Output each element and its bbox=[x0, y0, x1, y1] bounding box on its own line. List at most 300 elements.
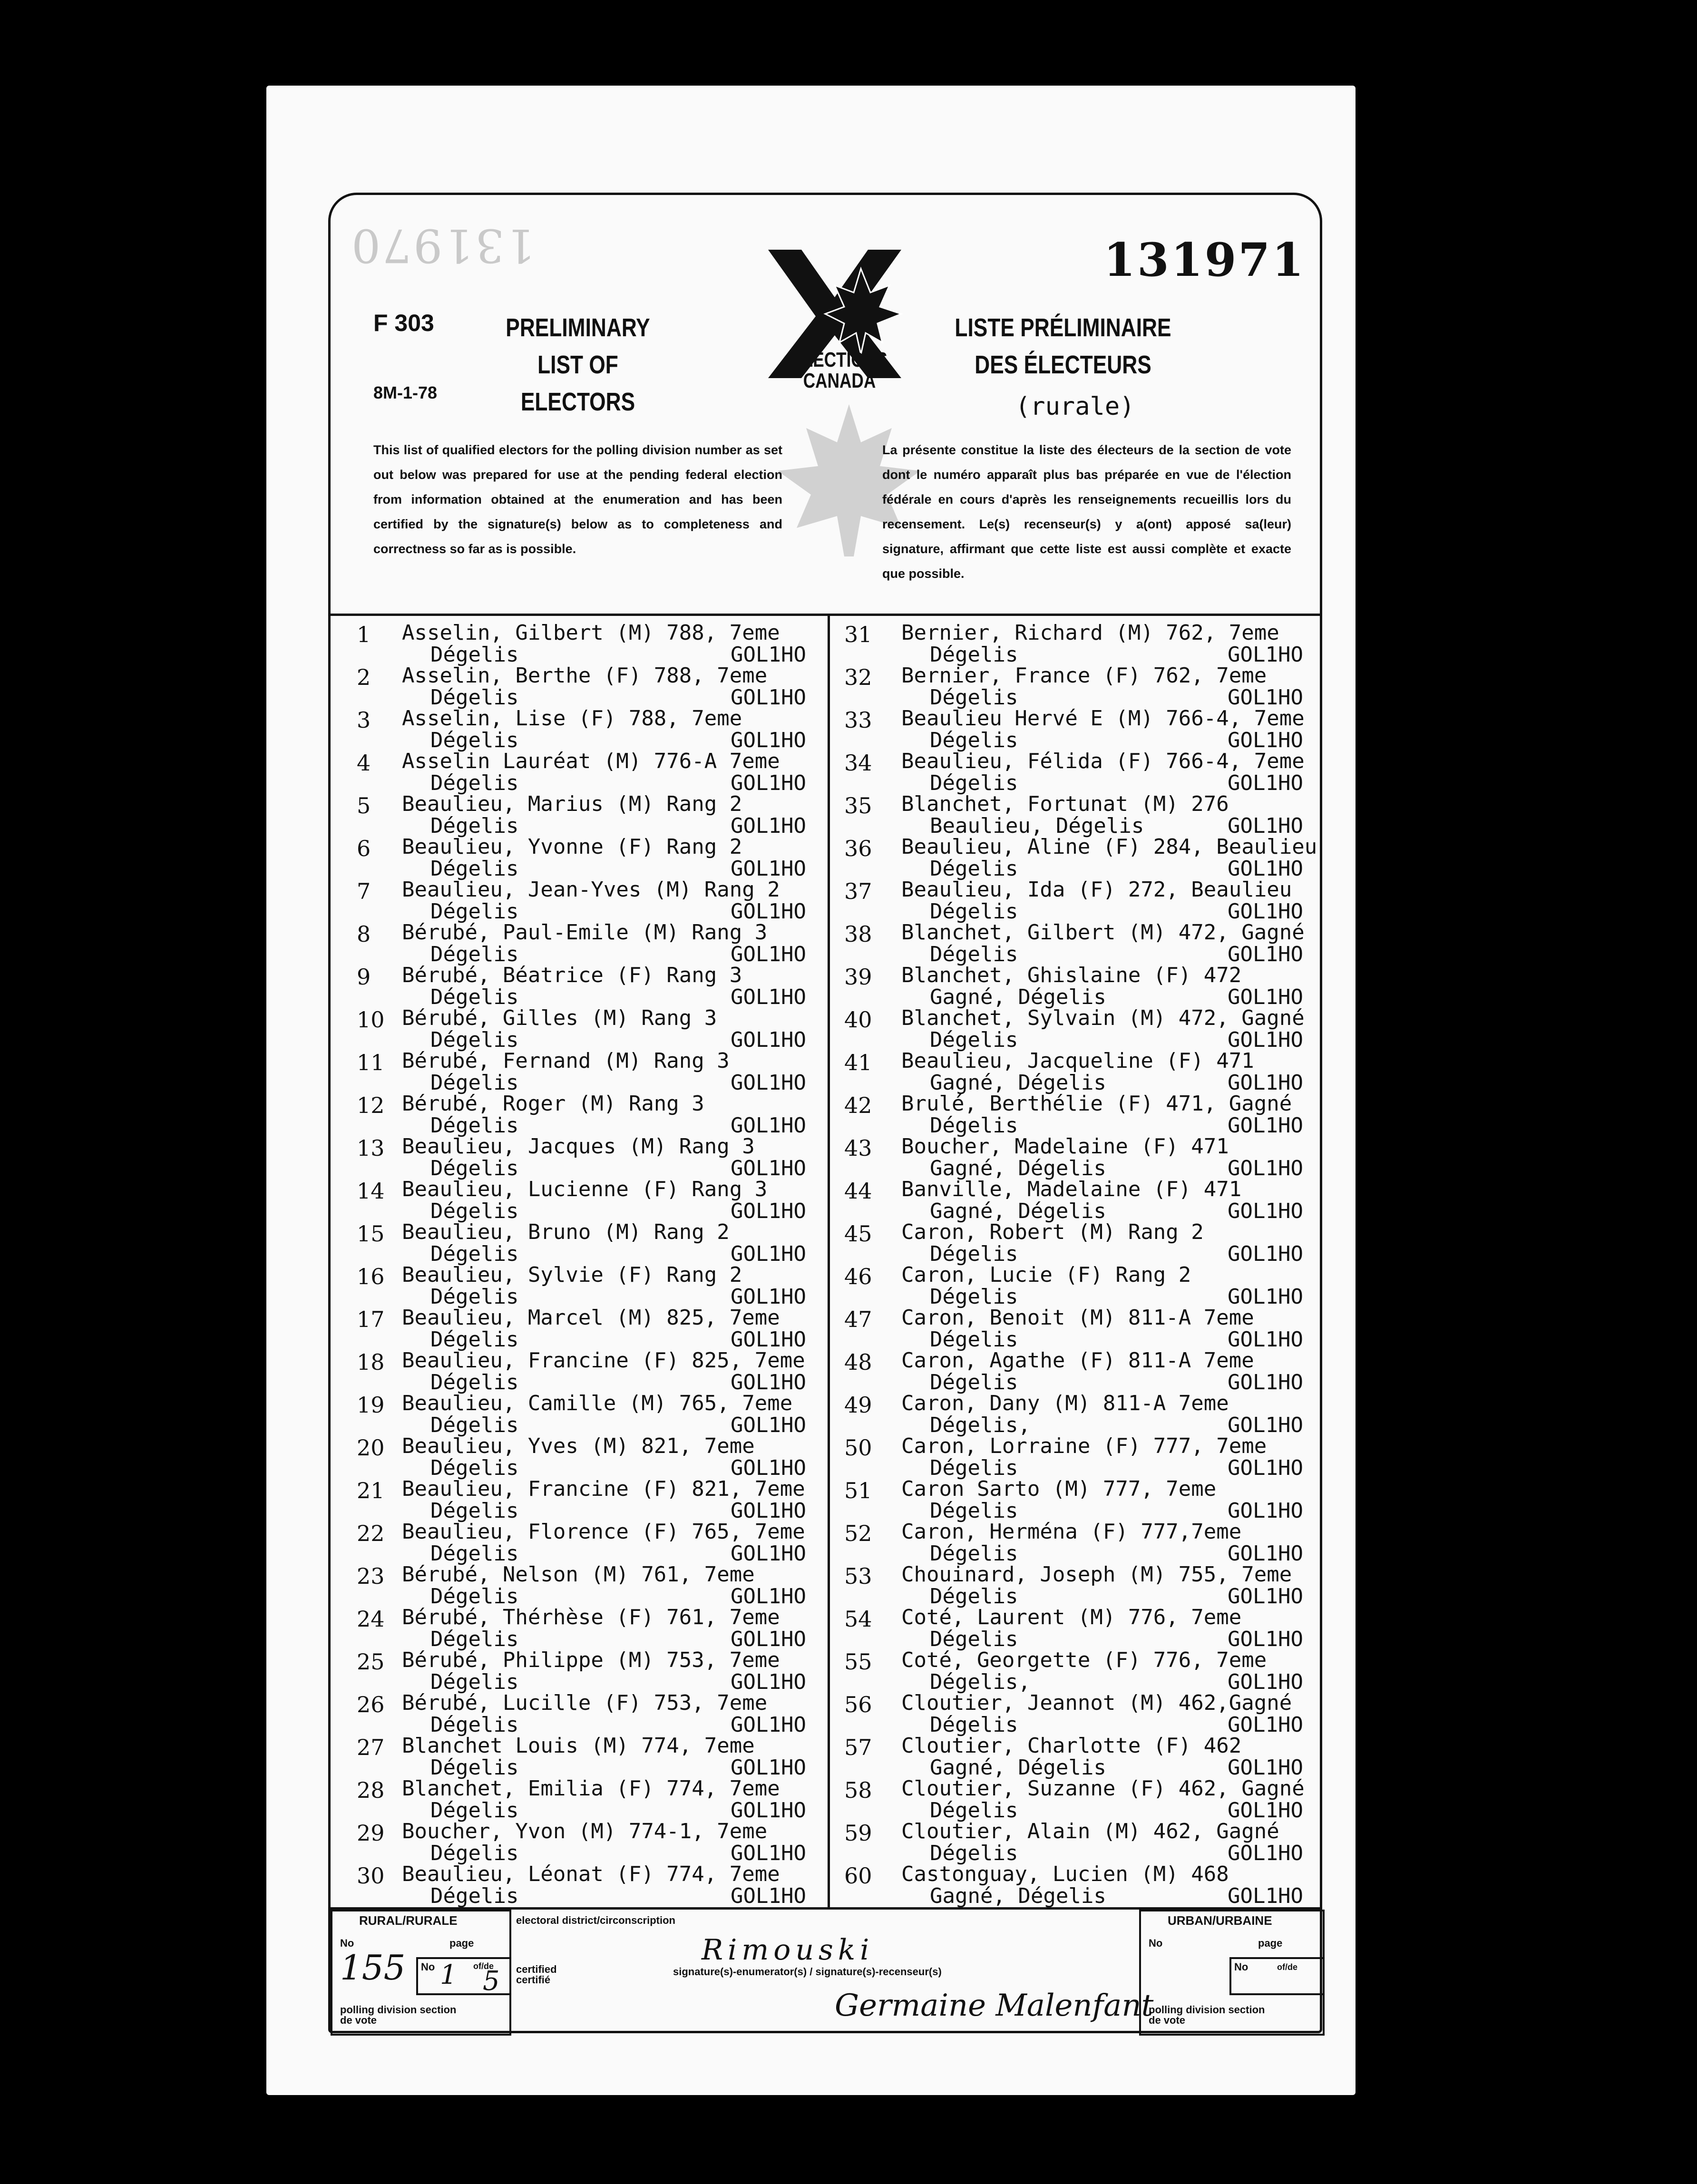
entry-name-address: Chouinard, Joseph (M) 755, 7eme bbox=[901, 1562, 1292, 1587]
entry-postal-code: GOL1HO bbox=[731, 1541, 806, 1566]
entry-postal-code: GOL1HO bbox=[1228, 1713, 1303, 1737]
entry-locality: Beaulieu, Dégelis bbox=[930, 814, 1144, 838]
entry-postal-code: GOL1HO bbox=[1228, 1884, 1303, 1908]
entry-locality: Dégelis bbox=[430, 814, 519, 838]
elector-entry bbox=[830, 1134, 1325, 1180]
entry-number: 51 bbox=[844, 1478, 872, 1503]
entry-number: 54 bbox=[844, 1606, 872, 1632]
entry-postal-code: GOL1HO bbox=[731, 857, 806, 881]
entry-number: 11 bbox=[357, 1050, 385, 1075]
entry-locality: Dégelis bbox=[930, 1370, 1018, 1394]
elector-entry bbox=[331, 1220, 825, 1266]
elector-entry bbox=[331, 1562, 825, 1609]
entry-postal-code: GOL1HO bbox=[731, 814, 806, 838]
entry-postal-code: GOL1HO bbox=[731, 1327, 806, 1352]
entry-postal-code: GOL1HO bbox=[731, 1798, 806, 1823]
entry-postal-code: GOL1HO bbox=[1228, 728, 1303, 752]
entry-locality: Dégelis bbox=[930, 1499, 1018, 1523]
entry-postal-code: GOL1HO bbox=[731, 1242, 806, 1266]
elector-entry bbox=[331, 1605, 825, 1651]
subtitle-rurale: (rurale) bbox=[1015, 392, 1135, 421]
elector-entry bbox=[830, 1819, 1325, 1865]
elector-entry bbox=[331, 1776, 825, 1823]
entry-number: 25 bbox=[357, 1649, 385, 1675]
entry-postal-code: GOL1HO bbox=[1228, 1755, 1303, 1780]
entry-locality: Dégelis bbox=[930, 1285, 1018, 1309]
entry-number: 32 bbox=[844, 664, 872, 690]
elector-entry bbox=[331, 835, 825, 881]
entry-name-address: Beaulieu, Yves (M) 821, 7eme bbox=[402, 1434, 755, 1458]
entry-locality: Dégelis bbox=[430, 1413, 519, 1437]
entry-locality: Gagné, Dégelis bbox=[930, 1071, 1106, 1095]
signature-label: signature(s)-enumerator(s) / signature(s)-recenseur(s) bbox=[673, 1966, 942, 1978]
entry-postal-code: GOL1HO bbox=[731, 1113, 806, 1138]
enumerator-signature: Germaine Malenfant bbox=[835, 1988, 1154, 2023]
entry-number: 47 bbox=[844, 1306, 872, 1332]
entry-number: 17 bbox=[357, 1306, 385, 1332]
entry-locality: Dégelis bbox=[430, 1499, 519, 1523]
entry-postal-code: GOL1HO bbox=[1228, 1242, 1303, 1266]
elector-entry bbox=[331, 920, 825, 966]
entry-name-address: Blanchet Louis (M) 774, 7eme bbox=[402, 1734, 755, 1758]
entry-name-address: Beaulieu, Léonat (F) 774, 7eme bbox=[402, 1862, 780, 1886]
elector-entry bbox=[331, 1862, 825, 1908]
entry-number: 41 bbox=[844, 1050, 872, 1075]
entry-name-address: Blanchet, Sylvain (M) 472, Gagné bbox=[901, 1006, 1305, 1030]
elector-entry bbox=[331, 706, 825, 752]
entry-postal-code: GOL1HO bbox=[731, 1584, 806, 1609]
entry-name-address: Caron, Dany (M) 811-A 7eme bbox=[901, 1391, 1229, 1415]
entry-postal-code: GOL1HO bbox=[731, 1028, 806, 1052]
entry-name-address: Boucher, Madelaine (F) 471 bbox=[901, 1134, 1229, 1159]
elector-entry bbox=[331, 963, 825, 1009]
entry-locality: Dégelis bbox=[430, 1327, 519, 1352]
entry-name-address: Cloutier, Charlotte (F) 462 bbox=[901, 1734, 1242, 1758]
entry-number: 43 bbox=[844, 1135, 872, 1161]
entry-postal-code: GOL1HO bbox=[1228, 1670, 1303, 1694]
entry-name-address: Bérubé, Gilles (M) Rang 3 bbox=[402, 1006, 717, 1030]
entry-number: 45 bbox=[844, 1221, 872, 1247]
entry-locality: Dégelis bbox=[430, 985, 519, 1009]
polling-division-number: 155 bbox=[340, 1948, 406, 1988]
entry-number: 4 bbox=[357, 750, 371, 776]
rural-label: RURAL/RURALE bbox=[359, 1913, 458, 1928]
entry-number: 15 bbox=[357, 1221, 385, 1247]
entry-postal-code: GOL1HO bbox=[731, 942, 806, 966]
entry-name-address: Asselin, Berthe (F) 788, 7eme bbox=[402, 663, 768, 688]
elector-entry bbox=[830, 663, 1325, 710]
entry-name-address: Blanchet, Emilia (F) 774, 7eme bbox=[402, 1776, 780, 1801]
entry-number: 34 bbox=[844, 750, 872, 776]
elector-entry bbox=[830, 1391, 1325, 1437]
entry-number: 7 bbox=[357, 878, 371, 904]
elector-entry bbox=[830, 1776, 1325, 1823]
district-label: electoral district/circonscription bbox=[516, 1914, 675, 1926]
entry-locality: Dégelis bbox=[430, 643, 519, 667]
elector-list-left bbox=[331, 621, 825, 1908]
entry-number: 20 bbox=[357, 1435, 385, 1461]
entry-postal-code: GOL1HO bbox=[731, 1499, 806, 1523]
entry-postal-code: GOL1HO bbox=[1228, 1285, 1303, 1309]
form-code: F 303 bbox=[373, 310, 434, 336]
entry-postal-code: GOL1HO bbox=[1228, 985, 1303, 1009]
entry-number: 44 bbox=[844, 1178, 872, 1204]
elector-entry bbox=[331, 792, 825, 838]
entry-number: 38 bbox=[844, 921, 872, 947]
district-value: Rimouski bbox=[702, 1933, 874, 1967]
elector-entry bbox=[331, 1648, 825, 1694]
polling-no-label: No bbox=[340, 1937, 354, 1949]
entry-name-address: Beaulieu, Francine (F) 825, 7eme bbox=[402, 1348, 805, 1373]
entry-name-address: Beaulieu Hervé E (M) 766-4, 7eme bbox=[901, 706, 1305, 731]
entry-number: 12 bbox=[357, 1092, 385, 1118]
entry-name-address: Bernier, France (F) 762, 7eme bbox=[901, 663, 1267, 688]
entry-postal-code: GOL1HO bbox=[1228, 771, 1303, 795]
elector-entry bbox=[830, 1348, 1325, 1394]
entry-name-address: Blanchet, Gilbert (M) 472, Gagné bbox=[901, 920, 1305, 945]
entry-name-address: Bérubé, Thérhèse (F) 761, 7eme bbox=[402, 1605, 780, 1629]
entry-name-address: Caron Sarto (M) 777, 7eme bbox=[901, 1477, 1217, 1501]
entry-postal-code: GOL1HO bbox=[731, 1713, 806, 1737]
entry-postal-code: GOL1HO bbox=[1228, 1370, 1303, 1394]
entry-number: 30 bbox=[357, 1863, 385, 1889]
entry-number: 60 bbox=[844, 1863, 872, 1889]
serial-number: 131971 bbox=[1103, 233, 1306, 287]
title-english: PRELIMINARY LIST OF ELECTORS bbox=[506, 313, 650, 416]
entry-number: 53 bbox=[844, 1563, 872, 1589]
entry-locality: Dégelis bbox=[430, 899, 519, 924]
entry-name-address: Caron, Robert (M) Rang 2 bbox=[901, 1220, 1204, 1244]
entry-locality: Dégelis bbox=[930, 1841, 1018, 1865]
urban-page-label: page bbox=[1258, 1937, 1283, 1949]
entry-locality: Dégelis bbox=[930, 1627, 1018, 1651]
entry-locality: Dégelis bbox=[430, 1670, 519, 1694]
entry-number: 10 bbox=[357, 1007, 385, 1033]
entry-name-address: Coté, Laurent (M) 776, 7eme bbox=[901, 1605, 1242, 1629]
entry-name-address: Asselin, Gilbert (M) 788, 7eme bbox=[402, 621, 780, 645]
entry-locality: Gagné, Dégelis bbox=[930, 1199, 1106, 1223]
entry-postal-code: GOL1HO bbox=[1228, 1413, 1303, 1437]
form-header bbox=[331, 195, 1320, 616]
entry-locality: Dégelis bbox=[430, 1456, 519, 1480]
entry-number: 48 bbox=[844, 1349, 872, 1375]
entry-name-address: Bérubé, Paul-Emile (M) Rang 3 bbox=[402, 920, 768, 945]
entry-name-address: Castonguay, Lucien (M) 468 bbox=[901, 1862, 1229, 1886]
entry-number: 22 bbox=[357, 1521, 385, 1546]
entry-name-address: Caron, Lorraine (F) 777, 7eme bbox=[901, 1434, 1267, 1458]
urban-polling-division-label: polling division section de vote bbox=[1149, 2004, 1265, 2026]
entry-name-address: Caron, Benoit (M) 811-A 7eme bbox=[901, 1306, 1254, 1330]
entry-name-address: Asselin Lauréat (M) 776-A 7eme bbox=[402, 749, 780, 773]
entry-number: 5 bbox=[357, 793, 371, 819]
entry-number: 24 bbox=[357, 1606, 385, 1632]
entry-locality: Dégelis bbox=[930, 857, 1018, 881]
entry-name-address: Cloutier, Jeannot (M) 462,Gagné bbox=[901, 1691, 1292, 1715]
elector-entry bbox=[331, 1477, 825, 1523]
form-footer bbox=[331, 1907, 1320, 2036]
entry-locality: Gagné, Dégelis bbox=[930, 985, 1106, 1009]
entry-name-address: Beaulieu, Francine (F) 821, 7eme bbox=[402, 1477, 805, 1501]
elector-entry bbox=[830, 1049, 1325, 1095]
entry-locality: Dégelis, bbox=[930, 1670, 1031, 1694]
entry-name-address: Bérubé, Fernand (M) Rang 3 bbox=[402, 1049, 730, 1073]
entry-name-address: Beaulieu, Marcel (M) 825, 7eme bbox=[402, 1306, 780, 1330]
entry-postal-code: GOL1HO bbox=[1228, 1798, 1303, 1823]
entry-postal-code: GOL1HO bbox=[1228, 1627, 1303, 1651]
entry-locality: Dégelis bbox=[930, 1541, 1018, 1566]
entry-number: 16 bbox=[357, 1264, 385, 1289]
entry-name-address: Blanchet, Ghislaine (F) 472 bbox=[901, 963, 1242, 987]
entry-locality: Dégelis bbox=[430, 1156, 519, 1180]
entry-name-address: Bérubé, Roger (M) Rang 3 bbox=[402, 1092, 704, 1116]
elector-entry bbox=[331, 1348, 825, 1394]
serial-number-faded: 131970 bbox=[350, 219, 536, 272]
entry-number: 9 bbox=[357, 964, 371, 990]
entry-locality: Dégelis bbox=[930, 685, 1018, 710]
title-french: LISTE PRÉLIMINAIRE DES ÉLECTEURS bbox=[955, 313, 1171, 379]
entry-number: 33 bbox=[844, 707, 872, 733]
entry-name-address: Beaulieu, Lucienne (F) Rang 3 bbox=[402, 1177, 768, 1201]
entry-locality: Dégelis bbox=[930, 643, 1018, 667]
elector-entry bbox=[830, 1862, 1325, 1908]
entry-number: 18 bbox=[357, 1349, 385, 1375]
elector-entry bbox=[830, 1092, 1325, 1138]
entry-locality: Dégelis, bbox=[930, 1413, 1031, 1437]
entry-locality: Dégelis bbox=[930, 1798, 1018, 1823]
entry-postal-code: GOL1HO bbox=[731, 1285, 806, 1309]
entry-postal-code: GOL1HO bbox=[731, 771, 806, 795]
elector-entry bbox=[331, 1391, 825, 1437]
entry-name-address: Beaulieu, Ida (F) 272, Beaulieu bbox=[901, 878, 1292, 902]
entry-name-address: Coté, Georgette (F) 776, 7eme bbox=[901, 1648, 1267, 1672]
entry-number: 8 bbox=[357, 921, 371, 947]
entry-postal-code: GOL1HO bbox=[1228, 1071, 1303, 1095]
entry-name-address: Beaulieu, Florence (F) 765, 7eme bbox=[402, 1520, 805, 1544]
entry-locality: Dégelis bbox=[930, 1456, 1018, 1480]
entry-name-address: Beaulieu, Jacques (M) Rang 3 bbox=[402, 1134, 755, 1159]
entry-number: 13 bbox=[357, 1135, 385, 1161]
elector-entry bbox=[331, 1092, 825, 1138]
elector-entry bbox=[830, 1562, 1325, 1609]
entry-name-address: Beaulieu, Marius (M) Rang 2 bbox=[402, 792, 742, 816]
entry-postal-code: GOL1HO bbox=[1228, 899, 1303, 924]
entry-locality: Dégelis bbox=[430, 1755, 519, 1780]
page-no-label: No bbox=[421, 1961, 435, 1973]
entry-locality: Dégelis bbox=[430, 771, 519, 795]
entry-locality: Gagné, Dégelis bbox=[930, 1755, 1106, 1780]
elector-entry bbox=[331, 621, 825, 667]
elector-entry bbox=[331, 1263, 825, 1309]
entry-number: 50 bbox=[844, 1435, 872, 1461]
entry-number: 14 bbox=[357, 1178, 385, 1204]
entry-locality: Dégelis bbox=[430, 1199, 519, 1223]
page-label: page bbox=[449, 1937, 474, 1949]
elector-entry bbox=[331, 1306, 825, 1352]
entry-postal-code: GOL1HO bbox=[1228, 1584, 1303, 1609]
entry-locality: Dégelis bbox=[430, 1541, 519, 1566]
entry-locality: Dégelis bbox=[430, 1071, 519, 1095]
elector-entry bbox=[331, 1177, 825, 1223]
entry-postal-code: GOL1HO bbox=[731, 1071, 806, 1095]
elector-entry bbox=[331, 1434, 825, 1480]
entry-postal-code: GOL1HO bbox=[731, 1156, 806, 1180]
entry-postal-code: GOL1HO bbox=[1228, 942, 1303, 966]
entry-locality: Dégelis bbox=[930, 899, 1018, 924]
of-label: of/de bbox=[473, 1961, 494, 1971]
entry-postal-code: GOL1HO bbox=[1228, 643, 1303, 667]
entry-name-address: Bérubé, Lucille (F) 753, 7eme bbox=[402, 1691, 768, 1715]
elector-entry bbox=[331, 1049, 825, 1095]
logo-text: ELECTIONS CANADA bbox=[791, 348, 888, 392]
page-of-number: 5 bbox=[483, 1966, 500, 1997]
elector-entry bbox=[830, 878, 1325, 924]
entry-locality: Gagné, Dégelis bbox=[930, 1884, 1106, 1908]
urban-label: URBAN/URBAINE bbox=[1168, 1913, 1272, 1928]
entry-name-address: Beaulieu, Camille (M) 765, 7eme bbox=[402, 1391, 793, 1415]
entry-number: 19 bbox=[357, 1392, 385, 1418]
elector-entry bbox=[331, 1691, 825, 1737]
entry-name-address: Boucher, Yvon (M) 774-1, 7eme bbox=[402, 1819, 768, 1843]
entry-postal-code: GOL1HO bbox=[731, 643, 806, 667]
entry-name-address: Cloutier, Suzanne (F) 462, Gagné bbox=[901, 1776, 1305, 1801]
elector-entry bbox=[830, 1434, 1325, 1480]
entry-locality: Dégelis bbox=[430, 1242, 519, 1266]
elector-entry bbox=[830, 920, 1325, 966]
entry-name-address: Beaulieu, Jacqueline (F) 471 bbox=[901, 1049, 1254, 1073]
entry-name-address: Caron, Herména (F) 777,7eme bbox=[901, 1520, 1242, 1544]
entry-locality: Dégelis bbox=[430, 1713, 519, 1737]
elector-list-form bbox=[328, 193, 1322, 2033]
entry-number: 39 bbox=[844, 964, 872, 990]
entry-name-address: Beaulieu, Yvonne (F) Rang 2 bbox=[402, 835, 742, 859]
entry-postal-code: GOL1HO bbox=[1228, 1327, 1303, 1352]
entry-number: 2 bbox=[357, 664, 371, 690]
elector-entry bbox=[331, 878, 825, 924]
entry-locality: Dégelis bbox=[430, 1370, 519, 1394]
elector-entry bbox=[830, 1477, 1325, 1523]
entry-name-address: Blanchet, Fortunat (M) 276 bbox=[901, 792, 1229, 816]
entry-name-address: Beaulieu, Sylvie (F) Rang 2 bbox=[402, 1263, 742, 1287]
entry-number: 52 bbox=[844, 1521, 872, 1546]
elector-entry bbox=[830, 1605, 1325, 1651]
entry-locality: Dégelis bbox=[430, 942, 519, 966]
entry-number: 23 bbox=[357, 1563, 385, 1589]
entry-postal-code: GOL1HO bbox=[731, 1199, 806, 1223]
entry-number: 36 bbox=[844, 836, 872, 861]
entry-number: 29 bbox=[357, 1820, 385, 1846]
elector-entry bbox=[830, 792, 1325, 838]
entry-postal-code: GOL1HO bbox=[1228, 857, 1303, 881]
entry-name-address: Cloutier, Alain (M) 462, Gagné bbox=[901, 1819, 1279, 1843]
elector-entry bbox=[830, 1648, 1325, 1694]
certified-label: certified certifié bbox=[516, 1963, 557, 1986]
elector-entry bbox=[331, 1134, 825, 1180]
elector-entry bbox=[830, 963, 1325, 1009]
entry-postal-code: GOL1HO bbox=[1228, 1841, 1303, 1865]
entry-postal-code: GOL1HO bbox=[1228, 814, 1303, 838]
elector-entry bbox=[830, 621, 1325, 667]
entry-locality: Dégelis bbox=[930, 1713, 1018, 1737]
entry-name-address: Bérubé, Béatrice (F) Rang 3 bbox=[402, 963, 742, 987]
elector-entry bbox=[830, 749, 1325, 795]
urban-no-label: No bbox=[1149, 1937, 1163, 1949]
entry-postal-code: GOL1HO bbox=[731, 899, 806, 924]
entry-name-address: Banville, Madelaine (F) 471 bbox=[901, 1177, 1242, 1201]
entry-locality: Dégelis bbox=[430, 1627, 519, 1651]
entry-postal-code: GOL1HO bbox=[1228, 1499, 1303, 1523]
entry-postal-code: GOL1HO bbox=[731, 1841, 806, 1865]
entry-number: 59 bbox=[844, 1820, 872, 1846]
entry-number: 31 bbox=[844, 622, 872, 647]
intro-english: This list of qualified electors for the polling division number as set out below was prepared for use at the pending federal election from information obtained at the enumeration and has been certified by the signature(s) below as to completeness and correctness so far as is possible. bbox=[373, 443, 782, 556]
elector-entry bbox=[830, 1177, 1325, 1223]
entry-postal-code: GOL1HO bbox=[731, 1670, 806, 1694]
entry-postal-code: GOL1HO bbox=[1228, 1456, 1303, 1480]
urban-of-label: of/de bbox=[1277, 1962, 1297, 1972]
entry-number: 40 bbox=[844, 1007, 872, 1033]
entry-name-address: Beaulieu, Bruno (M) Rang 2 bbox=[402, 1220, 730, 1244]
entry-locality: Dégelis bbox=[430, 1285, 519, 1309]
polling-division-label: polling division section de vote bbox=[340, 2004, 457, 2026]
entry-locality: Dégelis bbox=[430, 1584, 519, 1609]
entry-number: 37 bbox=[844, 878, 872, 904]
entry-locality: Dégelis bbox=[430, 857, 519, 881]
entry-locality: Dégelis bbox=[930, 1113, 1018, 1138]
entry-name-address: Brulé, Berthélie (F) 471, Gagné bbox=[901, 1092, 1292, 1116]
entry-locality: Dégelis bbox=[430, 728, 519, 752]
urban-page-no-label: No bbox=[1234, 1961, 1248, 1973]
entry-name-address: Bérubé, Philippe (M) 753, 7eme bbox=[402, 1648, 780, 1672]
entry-name-address: Asselin, Lise (F) 788, 7eme bbox=[402, 706, 742, 731]
entry-locality: Gagné, Dégelis bbox=[930, 1156, 1106, 1180]
entry-postal-code: GOL1HO bbox=[731, 685, 806, 710]
entry-postal-code: GOL1HO bbox=[731, 1627, 806, 1651]
entry-name-address: Bernier, Richard (M) 762, 7eme bbox=[901, 621, 1279, 645]
entry-postal-code: GOL1HO bbox=[1228, 1113, 1303, 1138]
entry-number: 46 bbox=[844, 1264, 872, 1289]
elector-entry bbox=[830, 1520, 1325, 1566]
entry-postal-code: GOL1HO bbox=[731, 1884, 806, 1908]
form-date-code: 8M-1-78 bbox=[373, 383, 438, 402]
entry-number: 21 bbox=[357, 1478, 385, 1503]
elector-entry bbox=[331, 749, 825, 795]
entry-name-address: Caron, Lucie (F) Rang 2 bbox=[901, 1263, 1191, 1287]
elector-entry bbox=[331, 1006, 825, 1052]
entry-postal-code: GOL1HO bbox=[731, 1456, 806, 1480]
entry-number: 57 bbox=[844, 1735, 872, 1760]
entry-number: 27 bbox=[357, 1735, 385, 1760]
entry-postal-code: GOL1HO bbox=[731, 1370, 806, 1394]
entry-postal-code: GOL1HO bbox=[1228, 1028, 1303, 1052]
elector-entry bbox=[830, 1006, 1325, 1052]
entry-number: 26 bbox=[357, 1692, 385, 1717]
entry-locality: Dégelis bbox=[930, 942, 1018, 966]
entry-number: 28 bbox=[357, 1777, 385, 1803]
entry-locality: Dégelis bbox=[930, 728, 1018, 752]
entry-number: 55 bbox=[844, 1649, 872, 1675]
elector-entry bbox=[830, 1691, 1325, 1737]
entry-locality: Dégelis bbox=[430, 1113, 519, 1138]
entry-postal-code: GOL1HO bbox=[731, 1755, 806, 1780]
entry-number: 42 bbox=[844, 1092, 872, 1118]
entry-locality: Dégelis bbox=[430, 1884, 519, 1908]
elector-entry bbox=[830, 1263, 1325, 1309]
elector-entry bbox=[830, 706, 1325, 752]
entry-postal-code: GOL1HO bbox=[731, 1413, 806, 1437]
entry-name-address: Caron, Agathe (F) 811-A 7eme bbox=[901, 1348, 1254, 1373]
entry-number: 49 bbox=[844, 1392, 872, 1418]
elector-entry bbox=[331, 1520, 825, 1566]
